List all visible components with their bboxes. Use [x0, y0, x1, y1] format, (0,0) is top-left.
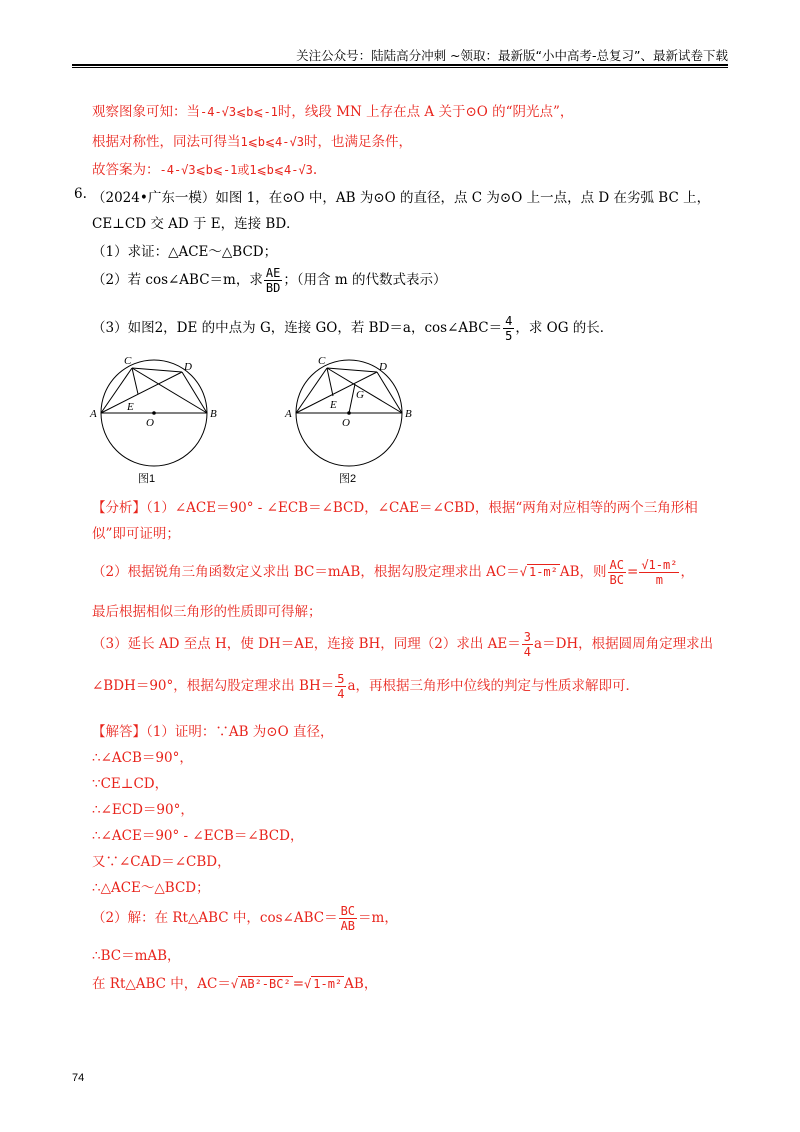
analysis-line-6-text-b: a，再根据三角形中位线的判定与性质求解即可．: [347, 678, 640, 694]
figure-1-segment-ad: [101, 372, 182, 413]
solution-line-2: ∴∠ACB＝90°，: [92, 750, 193, 766]
solution-line-3: ∵CE⊥CD，: [92, 776, 169, 792]
question-number: 6.: [74, 186, 87, 202]
question-part-1: （1）求证：△ACE～△BCD；: [92, 244, 278, 260]
radicand: 1-m²: [528, 565, 558, 579]
fraction-numerator: AE: [265, 266, 281, 280]
solution-line-5: ∴∠ACE＝90° - ∠ECB＝∠BCD，: [92, 828, 304, 844]
question-part-2-text-a: （2）若 cos∠ABC＝m，求: [92, 272, 263, 288]
prev-line-3-text-a: 故答案为：: [92, 162, 160, 178]
fraction-numerator: 4: [505, 314, 513, 328]
fraction-4-5: [503, 314, 514, 343]
figure-1-caption: 图1: [138, 473, 156, 485]
figure-2: [296, 360, 402, 466]
question-part-3: [92, 314, 613, 343]
figure-2-label-o: O: [342, 417, 350, 429]
analysis-line-5-text-a: （3）延长 AD 至点 H，使 DH＝AE，连接 BH，同理（2）求出 AE＝: [92, 636, 521, 652]
analysis-line-6-text-a: ∠BDH＝90°，根据勾股定理求出 BH＝: [92, 678, 335, 694]
geometry-figures: [86, 350, 506, 490]
fraction-numerator: √1-m²: [641, 558, 678, 572]
fraction-sqrt-over-m: [639, 558, 679, 587]
prev-line-1: [92, 100, 573, 120]
analysis-line-5-text-b: a＝DH，根据圆周角定理求出: [534, 636, 714, 652]
fraction-numerator: BC: [340, 904, 356, 918]
solution-line-1: 【解答】（1）证明：∵AB 为⊙O 直径，: [92, 724, 334, 740]
question-part-2: [92, 266, 446, 295]
sqrt-ab2-bc2: √ AB²-BC²: [230, 977, 291, 991]
header-rule-thin: [72, 67, 728, 68]
analysis-line-3: [92, 558, 694, 587]
fraction-denominator: AB: [340, 919, 356, 933]
header-rule: [72, 64, 728, 66]
prev-line-3-math: -4-√3⩽b⩽-1或1⩽b⩽4-√3: [159, 163, 313, 177]
fraction-denominator: BC: [609, 573, 624, 587]
analysis-line-6: [92, 672, 639, 701]
figure-1-center-dot: [153, 412, 156, 415]
fraction-numerator: AC: [609, 558, 624, 572]
prev-line-1-text-a: 观察图象可知：当: [92, 104, 200, 120]
question-part-3-text-a: （3）如图2，DE 的中点为 G，连接 GO，若 BD＝a，cos∠ABC＝: [92, 320, 503, 336]
analysis-line-3-text-c: ，: [680, 564, 694, 580]
question-part-3-text-b: ，求 OG 的长．: [515, 320, 614, 336]
fraction-denominator: 4: [523, 645, 532, 659]
prev-line-2: [92, 130, 412, 150]
sqrt-1-m2: √ 1-m²: [519, 565, 558, 579]
question-line-1: （2024•广东一模）如图 1，在⊙O 中，AB 为⊙O 的直径，点 C 为⊙O 上一点，点 D 在劣弧 BC 上，: [92, 190, 711, 206]
figure-1-label-c: C: [124, 355, 132, 367]
figure-1-segment-cd: [132, 368, 182, 372]
radicand: AB²-BC²: [240, 977, 291, 991]
fraction-numerator: 5: [337, 672, 345, 686]
solution-line-8: [92, 904, 398, 933]
prev-line-1-text-b: 时，线段 MN 上存在点 A 关于⊙O 的“阴光点”，: [277, 104, 574, 120]
header-text: 关注公众号：陆陆高分冲刺 ~领取：最新版“小中高考-总复习”、最新试卷下载: [296, 48, 728, 63]
solution-line-9: ∴BC＝mAB，: [92, 948, 181, 964]
figure-2-segment-go: [349, 384, 355, 413]
analysis-line-3-text-a: （2）根据锐角三角函数定义求出 BC＝mAB，根据勾股定理求出 AC＝: [92, 564, 520, 580]
figure-1-label-e: E: [127, 401, 134, 413]
solution-line-10: [92, 972, 377, 992]
figure-2-label-d: D: [379, 361, 387, 373]
fraction-denominator: BD: [265, 281, 281, 295]
equals-sign: =: [627, 564, 639, 580]
figure-1-label-o: O: [146, 417, 154, 429]
prev-line-2-math: 1⩽b⩽4-√3: [240, 135, 304, 149]
figure-2-caption: 图2: [339, 473, 357, 485]
figure-2-segment-ce: [327, 368, 333, 396]
question-line-2: CE⊥CD 交 AD 于 E，连接 BD．: [92, 216, 300, 232]
figure-1-label-a: A: [90, 408, 97, 420]
figure-2-label-c: C: [318, 355, 326, 367]
figure-2-label-a: A: [285, 408, 292, 420]
page-number: 74: [72, 1072, 85, 1084]
solution-line-7: ∴△ACE～△BCD；: [92, 880, 210, 896]
analysis-line-1: 【分析】（1）∠ACE＝90° - ∠ECB＝∠BCD，∠CAE＝∠CBD，根据“两角对应相等的两个三角形相: [92, 500, 698, 516]
figure-1: [101, 360, 207, 466]
figure-1-label-b: B: [210, 408, 217, 420]
fraction-denominator: 4: [337, 687, 345, 701]
analysis-line-2: 似”即可证明；: [92, 526, 180, 542]
sqrt-1-m2: √ 1-m²: [304, 977, 343, 991]
figure-2-label-b: B: [405, 408, 412, 420]
figure-2-center-dot: [348, 412, 351, 415]
solution-line-10-text-a: 在 Rt△ABC 中，AC＝: [92, 976, 231, 992]
prev-line-3: [92, 158, 317, 178]
fraction-5-4: [335, 672, 346, 701]
figure-1-segment-ce: [132, 368, 138, 394]
solution-line-8-text-b: ＝m，: [358, 910, 398, 926]
figure-1-segment-cb: [132, 368, 207, 413]
figure-2-label-e: E: [330, 399, 337, 411]
solution-line-4: ∴∠ECD＝90°，: [92, 802, 194, 818]
fraction-bc-ab: [339, 904, 357, 933]
fraction-denominator: 5: [505, 329, 513, 343]
solution-line-6: 又∵∠CAD＝∠CBD，: [92, 854, 231, 870]
figure-1-label-d: D: [184, 361, 192, 373]
equals-sign: =: [292, 976, 305, 992]
analysis-line-4: 最后根据相似三角形的性质即可得解；: [92, 604, 322, 620]
prev-line-2-text-a: 根据对称性，同法可得当: [92, 134, 241, 150]
fraction-numerator: 3: [523, 630, 532, 644]
prev-line-3-text-b: .: [312, 162, 318, 178]
figure-2-label-g: G: [356, 389, 364, 401]
fraction-3-4: [522, 630, 533, 659]
analysis-line-3-text-b: AB，则: [559, 564, 607, 580]
solution-line-8-text-a: （2）解：在 Rt△ABC 中，cos∠ABC＝: [92, 910, 338, 926]
prev-line-1-math: -4-√3⩽b⩽-1: [200, 105, 278, 119]
fraction-denominator: m: [655, 573, 663, 587]
question-part-2-text-b: ；（用含 m 的代数式表示）: [283, 272, 447, 288]
figure-2-segment-cd: [327, 368, 377, 372]
radicand: 1-m²: [313, 977, 343, 991]
fraction-ac-bc: [608, 558, 626, 587]
fraction-ae-bd: [264, 266, 282, 295]
solution-line-10-text-b: AB，: [344, 976, 378, 992]
prev-line-2-text-b: 时，也满足条件，: [303, 134, 412, 150]
analysis-line-5: [92, 630, 713, 659]
figure-2-segment-cb: [327, 368, 402, 413]
